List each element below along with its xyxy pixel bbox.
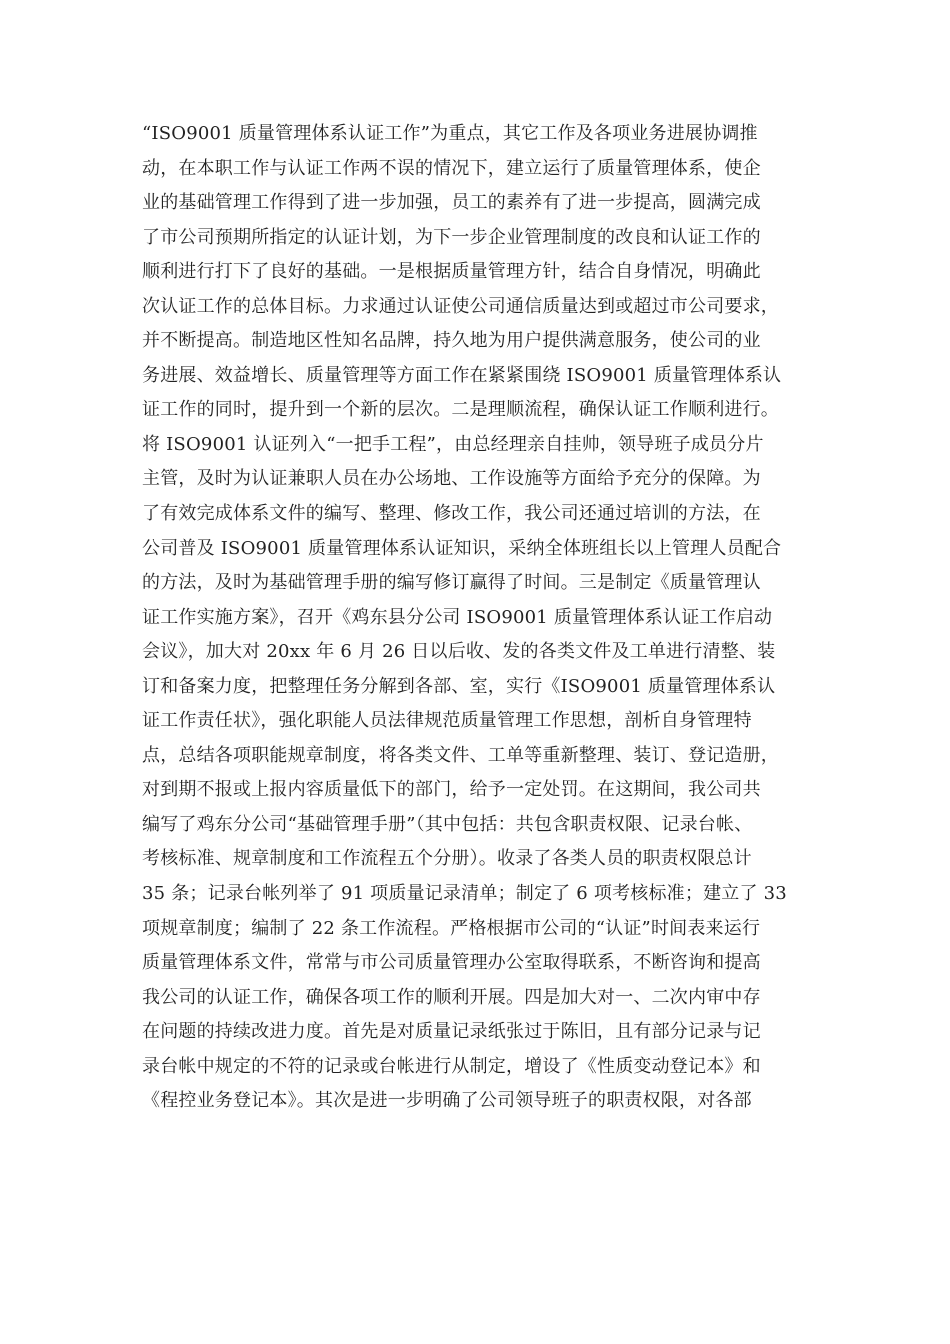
text-line: 证工作的同时，提升到一个新的层次。二是理顺流程，确保认证工作顺利进行。 [142, 399, 779, 421]
text-line: 了有效完成体系文件的编写、整理、修改工作，我公司还通过培训的方法，在 [142, 503, 761, 525]
text-line: 质量管理体系文件，常常与市公司质量管理办公室取得联系，不断咨询和提高 [142, 952, 761, 974]
text-line: 主管，及时为认证兼职人员在办公场地、工作设施等方面给予充分的保障。为 [142, 468, 761, 490]
text-line: 编写了鸡东分公司“基础管理手册”（其中包括：共包含职责权限、记录台帐、 [142, 813, 753, 835]
text-line: 订和备案力度，把整理任务分解到各部、室，实行《ISO9001 质量管理体系认 [142, 675, 776, 697]
text-line: 了市公司预期所指定的认证计划，为下一步企业管理制度的改良和认证工作的 [142, 226, 761, 248]
text-line: 对到期不报或上报内容质量低下的部门，给予一定处罚。在这期间，我公司共 [142, 779, 761, 801]
body-text [142, 117, 822, 1119]
text-line: 考核标准、规章制度和工作流程五个分册）。收录了各类人员的职责权限总计 [142, 848, 752, 870]
text-line: 证工作实施方案》，召开《鸡东县分公司 ISO9001 质量管理体系认证工作启动 [142, 606, 773, 628]
text-line: “ISO9001 质量管理体系认证工作”为重点，其它工作及各项业务进展协调推 [142, 123, 758, 144]
text-line: 业的基础管理工作得到了进一步加强，员工的素养有了进一步提高，圆满完成 [142, 192, 761, 214]
text-line: 将 ISO9001 认证列入“一把手工程”，由总经理亲自挂帅，领导班子成员分片 [142, 433, 764, 455]
text-line: 《程控业务登记本》。其次是进一步明确了公司领导班子的职责权限，对各部 [142, 1090, 752, 1112]
text-line: 项规章制度；编制了 22 条工作流程。严格根据市公司的“认证”时间表来运行 [142, 917, 761, 939]
text-line: 我公司的认证工作，确保各项工作的顺利开展。四是加大对一、二次内审中存 [142, 986, 761, 1008]
text-line: 公司普及 ISO9001 质量管理体系认证知识，采纳全体班组长以上管理人员配合 [142, 537, 782, 559]
text-line: 的方法，及时为基础管理手册的编写修订赢得了时间。三是制定《质量管理认 [142, 572, 761, 594]
text-line: 动，在本职工作与认证工作两不误的情况下，建立运行了质量管理体系，使企 [142, 157, 761, 179]
text-line: 证工作责任状》，强化职能人员法律规范质量管理工作思想，剖析自身管理特 [142, 710, 752, 732]
text-line: 顺利进行打下了良好的基础。一是根据质量管理方针，结合自身情况，明确此 [142, 261, 761, 283]
text-line: 录台帐中规定的不符的记录或台帐进行从制定，增设了《性质变动登记本》和 [142, 1055, 761, 1077]
text-line: 35 条；记录台帐列举了 91 项质量记录清单；制定了 6 项考核标准；建立了 33 [142, 883, 787, 905]
text-line: 会议》，加大对 20xx 年 6 月 26 日以后收、发的各类文件及工单进行清整、装 [142, 641, 776, 663]
text-line: 并不断提高。制造地区性知名品牌，持久地为用户提供满意服务，使公司的业 [142, 330, 761, 352]
text-line: 次认证工作的总体目标。力求通过认证使公司通信质量达到或超过市公司要求， [142, 295, 779, 317]
text-line: 点，总结各项职能规章制度，将各类文件、工单等重新整理、装订、登记造册， [142, 744, 779, 766]
text-line: 务进展、效益增长、质量管理等方面工作在紧紧围绕 ISO9001 质量管理体系认 [142, 364, 782, 386]
text-line: 在问题的持续改进力度。首先是对质量记录纸张过于陈旧，且有部分记录与记 [142, 1021, 761, 1043]
